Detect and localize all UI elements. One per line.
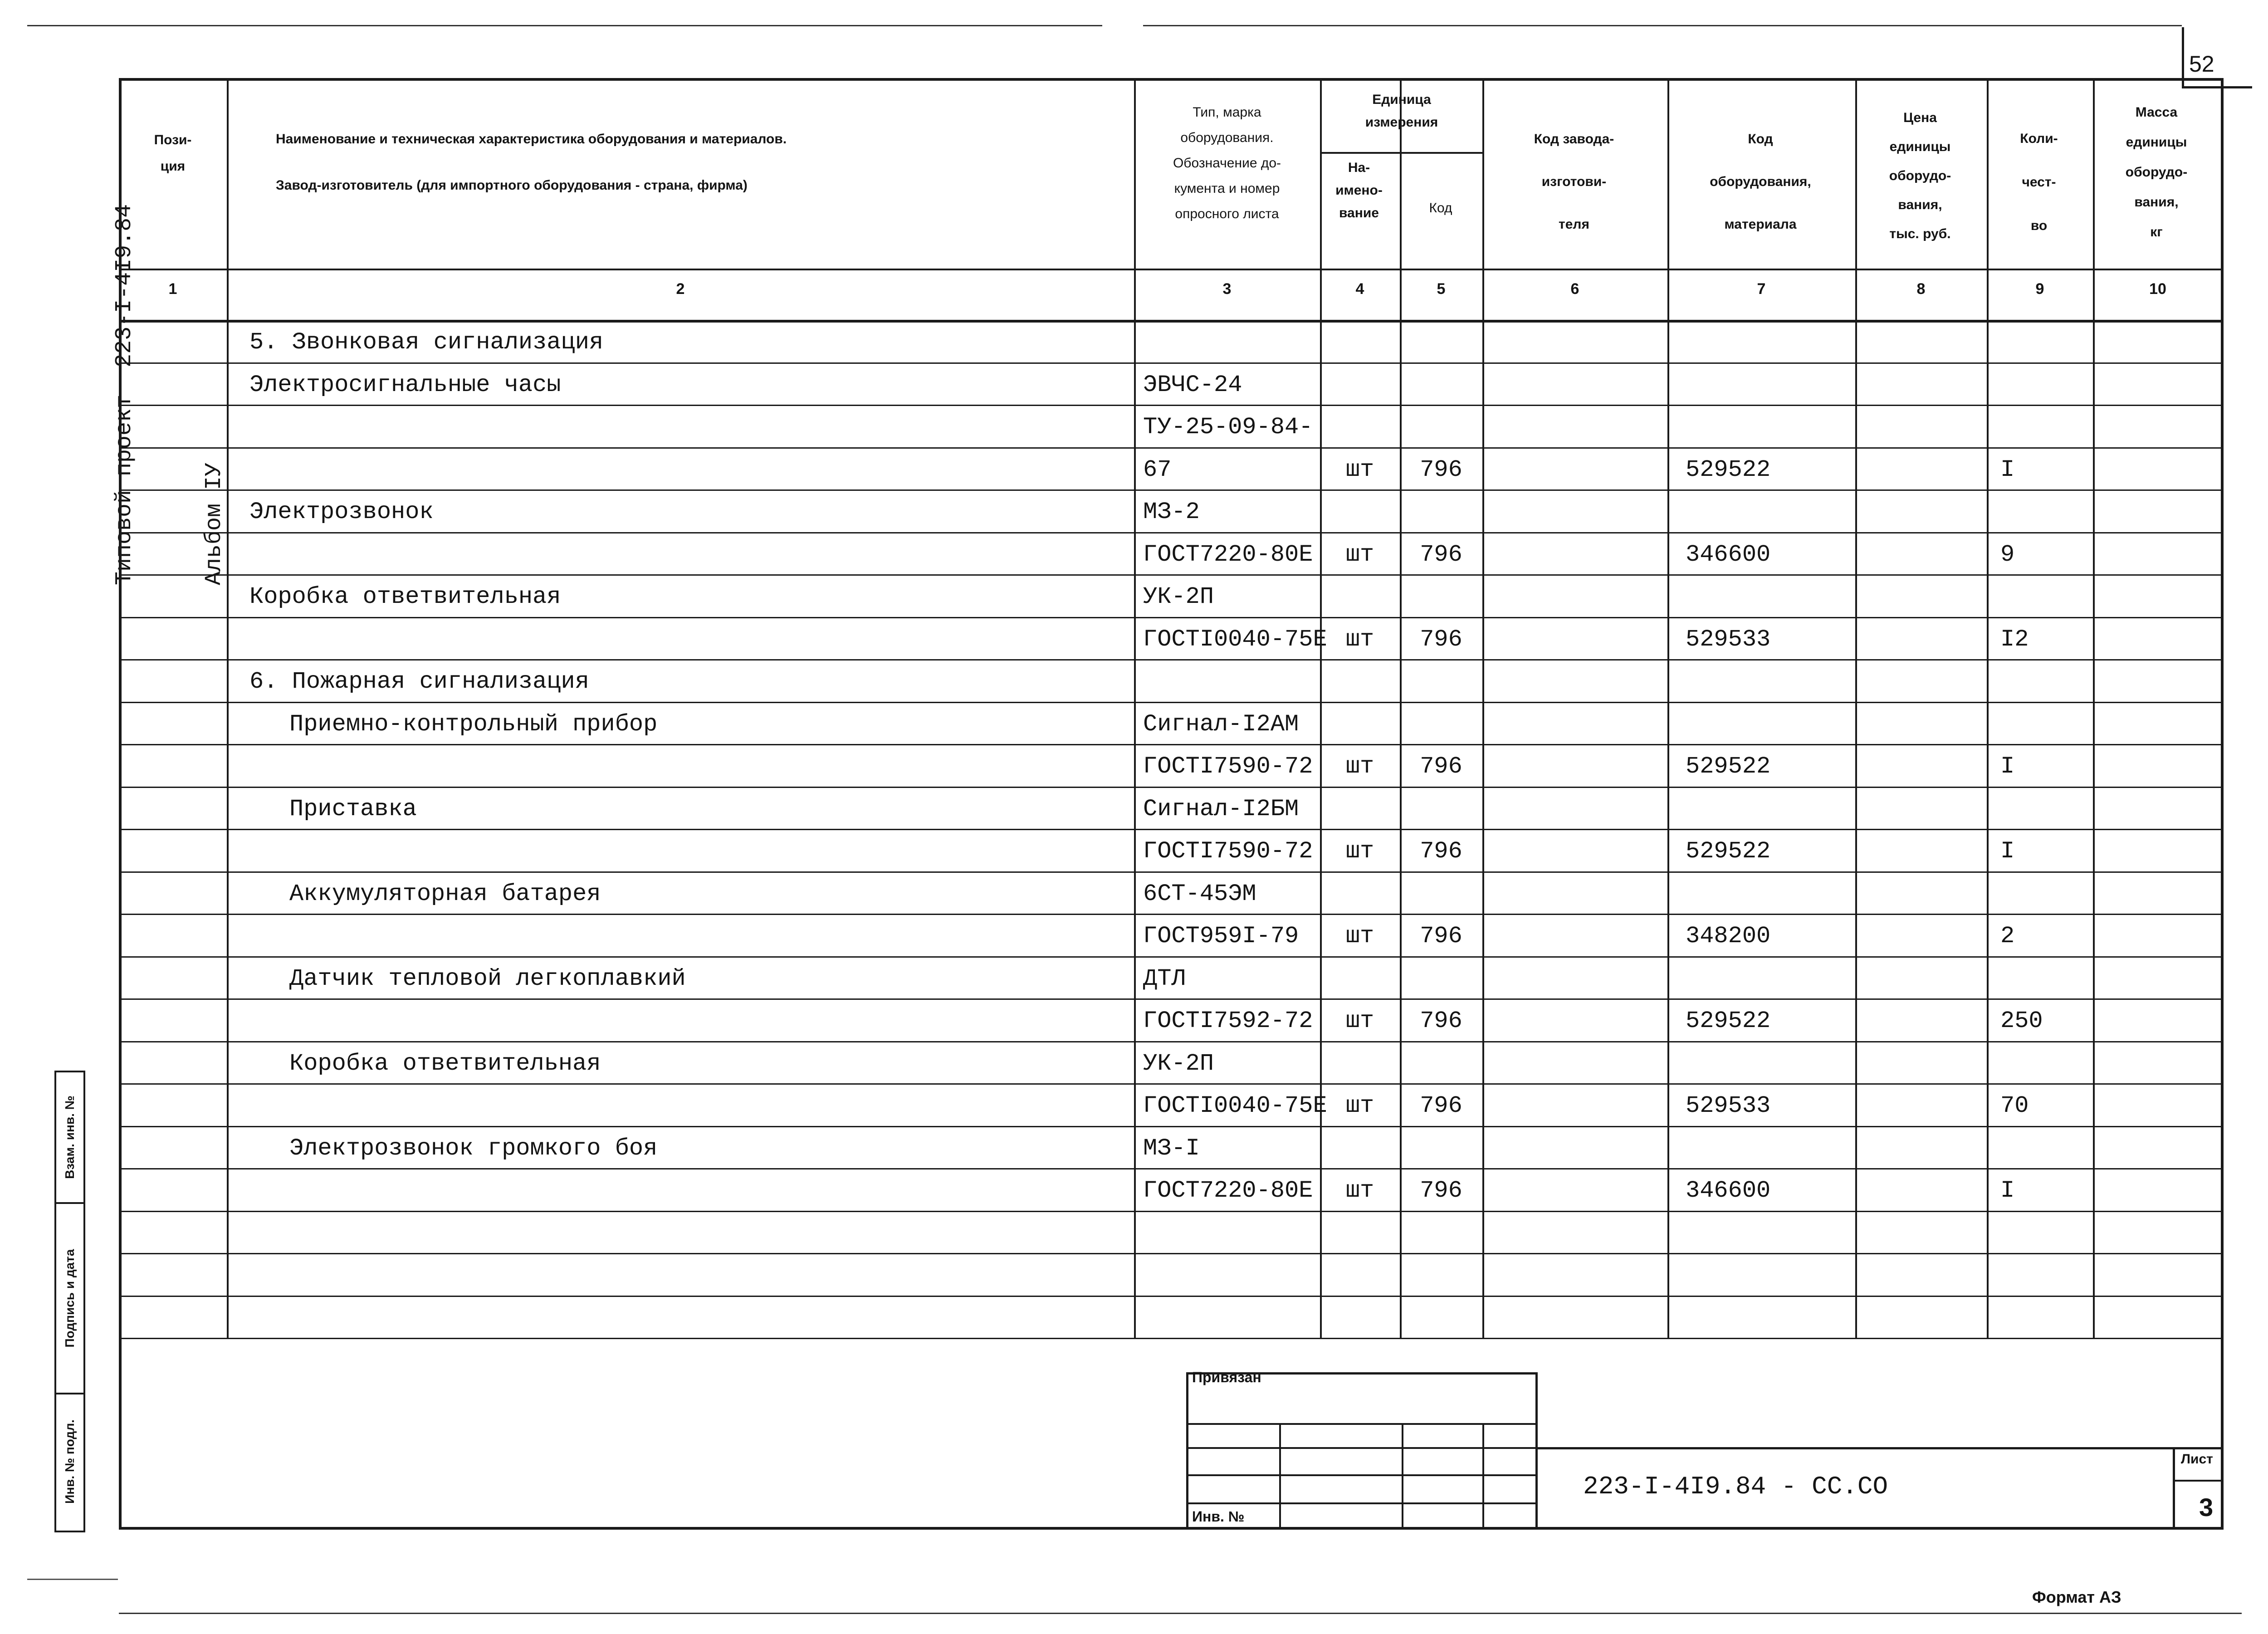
- table-cell-mat: 529533: [1686, 1092, 1771, 1119]
- unit-group-divider: [1320, 152, 1482, 154]
- row-divider: [119, 1296, 2223, 1297]
- header-material-code: Код оборудования, материала: [1710, 132, 1811, 232]
- column-number: 4: [1355, 280, 1364, 298]
- sheet-box-left: [2173, 1447, 2175, 1529]
- table-cell-type: 6СТ-45ЭМ: [1143, 880, 1256, 907]
- table-cell-code: 796: [1420, 626, 1462, 653]
- column-divider: [227, 78, 229, 1338]
- column-divider: [1667, 78, 1669, 1338]
- numbers-bottom-rule: [119, 320, 2223, 323]
- row-divider: [119, 1338, 2223, 1339]
- table-cell-name: Электрозвонок громкого боя: [289, 1135, 658, 1162]
- table-cell-qty: 9: [2000, 541, 2015, 568]
- table-cell-unit: шт: [1345, 923, 1374, 949]
- title-block-col: [1402, 1423, 1403, 1529]
- row-divider: [119, 787, 2223, 788]
- table-cell-name: 5. Звонковая сигнализация: [249, 329, 604, 356]
- table-cell-type: ДТЛ: [1143, 965, 1186, 992]
- table-cell-type: ГОСТI7590-72: [1143, 838, 1313, 865]
- format-label: Формат АЗ: [2032, 1588, 2121, 1606]
- stamp-label-replace: Взам. инв. №: [63, 1096, 77, 1179]
- column-divider: [1320, 78, 1322, 1338]
- table-cell-type: ГОСТI7590-72: [1143, 753, 1313, 780]
- table-cell-name: Электросигнальные часы: [249, 371, 561, 398]
- sheet-number: 3: [2199, 1493, 2214, 1521]
- column-divider: [1134, 78, 1136, 1338]
- table-cell-qty: 70: [2000, 1092, 2029, 1119]
- table-cell-type: МЗ-2: [1143, 499, 1200, 525]
- row-divider: [119, 914, 2223, 915]
- table-cell-mat: 346600: [1686, 1177, 1771, 1204]
- row-divider: [119, 998, 2223, 1000]
- row-divider: [119, 362, 2223, 364]
- column-number: 5: [1437, 280, 1446, 298]
- column-number: 10: [2149, 280, 2166, 298]
- table-cell-code: 796: [1420, 923, 1462, 949]
- table-cell-mat: 348200: [1686, 923, 1771, 949]
- column-number: 8: [1916, 280, 1926, 298]
- side-title-line1: Типовой проект 223-I-4I9.84: [112, 204, 137, 585]
- row-divider: [119, 1168, 2223, 1169]
- table-cell-name: 6. Пожарная сигнализация: [249, 668, 589, 695]
- table-cell-type: УК-2П: [1143, 583, 1214, 610]
- table-cell-type: ГОСТ7220-80Е: [1143, 1177, 1313, 1204]
- header-name-line2: Завод-изготовитель (для импортного оборудования - страна, фирма): [276, 178, 748, 193]
- column-number: 7: [1757, 280, 1766, 298]
- table-cell-name: Коробка ответвительная: [249, 583, 561, 610]
- row-divider: [119, 617, 2223, 618]
- row-divider: [119, 659, 2223, 660]
- title-block-col: [1279, 1423, 1281, 1529]
- table-cell-name: Электрозвонок: [249, 499, 434, 525]
- table-cell-unit: шт: [1345, 626, 1374, 653]
- table-cell-code: 796: [1420, 1177, 1462, 1204]
- row-divider: [119, 1253, 2223, 1254]
- table-cell-mat: 529522: [1686, 1008, 1771, 1034]
- table-cell-type: МЗ-I: [1143, 1135, 1200, 1162]
- top-rule-right: [1143, 25, 2182, 26]
- column-divider: [1482, 78, 1484, 1338]
- row-divider: [119, 574, 2223, 576]
- sheet-box-divider: [2173, 1480, 2223, 1482]
- table-cell-qty: I: [2000, 1177, 2015, 1204]
- column-number: 3: [1222, 280, 1232, 298]
- table-cell-unit: шт: [1345, 753, 1374, 780]
- table-cell-code: 796: [1420, 456, 1462, 483]
- header-bottom-rule: [119, 269, 2223, 270]
- table-cell-qty: I: [2000, 456, 2015, 483]
- table-cell-type: ГОСТI0040-75Е: [1143, 1092, 1327, 1119]
- row-divider: [119, 489, 2223, 491]
- table-cell-type: ГОСТ959I-79: [1143, 923, 1299, 949]
- table-cell-type: ГОСТ7220-80Е: [1143, 541, 1313, 568]
- table-cell-mat: 346600: [1686, 541, 1771, 568]
- header-mass: Масса единицы оборудо- вания, кг: [2125, 105, 2188, 240]
- table-cell-type: ЭВЧС-24: [1143, 371, 1242, 398]
- column-number: 6: [1570, 280, 1579, 298]
- inventory-label: Инв. №: [1192, 1508, 1245, 1525]
- table-cell-mat: 529533: [1686, 626, 1771, 653]
- table-cell-unit: шт: [1345, 456, 1374, 483]
- table-cell-type: ГОСТI7592-72: [1143, 1008, 1313, 1034]
- table-cell-qty: I: [2000, 753, 2015, 780]
- row-divider: [119, 1083, 2223, 1085]
- table-cell-name: Приставка: [289, 795, 417, 822]
- row-divider: [119, 956, 2223, 958]
- column-divider: [1400, 78, 1402, 1338]
- column-number: 9: [2035, 280, 2044, 298]
- row-divider: [119, 1211, 2223, 1212]
- title-block-right: [1535, 1372, 1538, 1529]
- attached-label: Привязан: [1192, 1369, 1261, 1385]
- header-quantity: Коли- чест- во: [2020, 131, 2058, 233]
- table-cell-qty: 250: [2000, 1008, 2043, 1034]
- column-divider: [1855, 78, 1857, 1338]
- table-cell-code: 796: [1420, 753, 1462, 780]
- header-unit-name: На- имено- вание: [1335, 160, 1383, 220]
- table-cell-unit: шт: [1345, 1177, 1374, 1204]
- table-cell-type: УК-2П: [1143, 1050, 1214, 1077]
- table-cell-type: 67: [1143, 456, 1172, 483]
- table-cell-unit: шт: [1345, 1008, 1374, 1034]
- side-title-line2: Альбом IУ: [201, 462, 227, 585]
- table-cell-code: 796: [1420, 1092, 1462, 1119]
- bottom-rule: [119, 1613, 2242, 1614]
- header-unit-group: Единица измерения: [1365, 92, 1438, 130]
- header-name-line1: Наименование и техническая характеристика оборудования и материалов.: [276, 132, 787, 147]
- row-divider: [119, 1126, 2223, 1127]
- row-divider: [119, 1041, 2223, 1042]
- row-divider: [119, 447, 2223, 449]
- header-type: Тип, марка оборудования. Обозначение до- кумента и номер опросного листа: [1173, 105, 1281, 221]
- header-factory-code: Код завода- изготови- теля: [1534, 132, 1614, 232]
- table-cell-unit: шт: [1345, 541, 1374, 568]
- title-block-col: [1482, 1423, 1484, 1529]
- row-divider: [119, 405, 2223, 406]
- table-cell-qty: 2: [2000, 923, 2015, 949]
- bottom-rule-left: [27, 1579, 118, 1580]
- table-cell-name: Датчик тепловой легкоплавкий: [289, 965, 686, 992]
- table-cell-type: Сигнал-I2БМ: [1143, 795, 1299, 822]
- table-cell-mat: 529522: [1686, 456, 1771, 483]
- table-cell-unit: шт: [1345, 838, 1374, 865]
- table-cell-mat: 529522: [1686, 838, 1771, 865]
- table-cell-type: ГОСТI0040-75Е: [1143, 626, 1327, 653]
- table-cell-name: Аккумуляторная батарея: [289, 880, 601, 907]
- column-divider: [1987, 78, 1989, 1338]
- row-divider: [119, 829, 2223, 830]
- table-cell-mat: 529522: [1686, 753, 1771, 780]
- header-position: Пози- ция: [154, 132, 192, 174]
- column-number: 1: [168, 280, 177, 298]
- row-divider: [119, 744, 2223, 745]
- column-divider: [2093, 78, 2095, 1338]
- row-divider: [119, 871, 2223, 873]
- header-price: Цена единицы оборудо- вания, тыс. руб.: [1889, 110, 1951, 241]
- title-block-left: [1186, 1372, 1188, 1529]
- stamp-label-signature: Подпись и дата: [63, 1249, 77, 1348]
- table-cell-qty: I2: [2000, 626, 2029, 653]
- table-cell-qty: I: [2000, 838, 2015, 865]
- row-divider: [119, 702, 2223, 703]
- table-cell-name: Коробка ответвительная: [289, 1050, 601, 1077]
- title-block-main-top: [1535, 1447, 2223, 1449]
- table-cell-code: 796: [1420, 541, 1462, 568]
- column-number: 2: [676, 280, 685, 298]
- table-cell-code: 796: [1420, 1008, 1462, 1034]
- document-code: 223-I-4I9.84 - СС.СО: [1583, 1472, 1888, 1501]
- stamp-label-inventory: Инв. № подл.: [63, 1419, 77, 1504]
- row-divider: [119, 532, 2223, 533]
- table-cell-type: ТУ-25-09-84-: [1143, 414, 1313, 440]
- page-number: 52: [2189, 51, 2214, 77]
- table-cell-unit: шт: [1345, 1092, 1374, 1119]
- top-rule-left: [27, 25, 1102, 26]
- header-unit-code: Код: [1429, 201, 1452, 215]
- table-cell-type: Сигнал-I2АМ: [1143, 710, 1299, 738]
- table-cell-code: 796: [1420, 838, 1462, 865]
- table-cell-name: Приемно-контрольный прибор: [289, 710, 658, 738]
- sheet-label: Лист: [2181, 1452, 2213, 1467]
